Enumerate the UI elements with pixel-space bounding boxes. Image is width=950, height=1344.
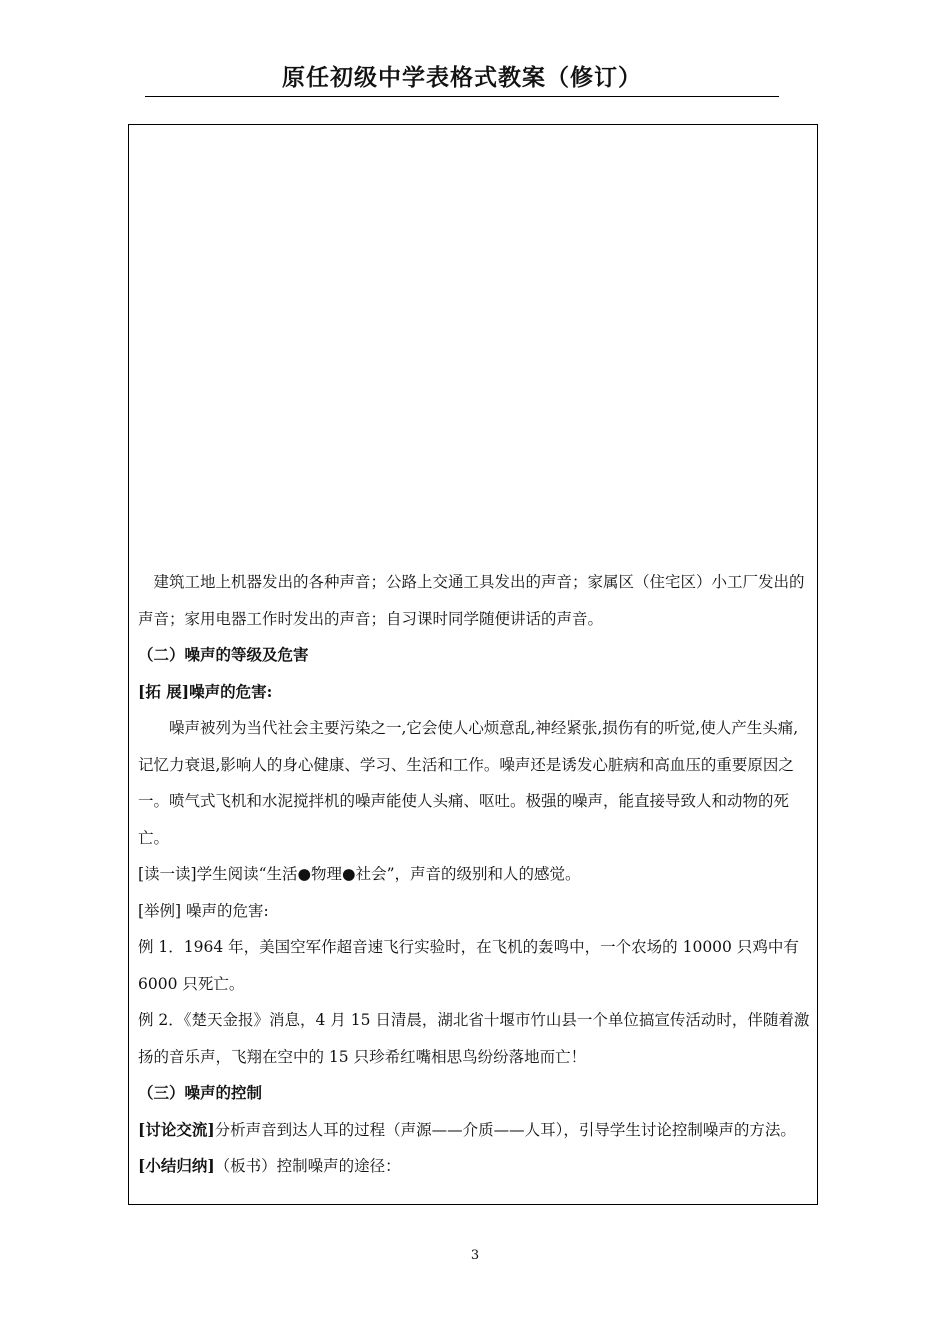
- summary-paragraph: [138, 1148, 810, 1185]
- page-title: 原任初级中学表格式教案（修订）: [282, 65, 642, 91]
- discussion-label: [讨论交流]: [138, 1119, 215, 1139]
- noise-harm-paragraph: 噪声被列为当代社会主要污染之一,它会使人心烦意乱,神经紧张,损伤有的听觉,使人产生头痛,记忆力衰退,影响人的身心健康、学习、生活和工作。噪声还是诱发心脏病和高血压的重要原因之一。喷气式飞机和水泥搅拌机的噪声能使人头痛、呕吐。极强的噪声，能直接导致人和动物的死亡。: [138, 719, 799, 847]
- noise-sources-paragraph: 建筑工地上机器发出的各种声音；公路上交通工具发出的声音；家属区（住宅区）小工厂发出的声音；家用电器工作时发出的声音；自习课时同学随便讲话的声音。: [138, 573, 805, 628]
- example-1-paragraph: 例 1．1964 年，美国空军作超音速飞行实验时，在飞机的轰鸣中，一个农场的 10000 只鸡中有 6000 只死亡。: [138, 938, 799, 993]
- summary-label: [小结归纳]: [138, 1156, 215, 1175]
- discussion-text: 分析声音到达人耳的过程（声源——介质——人耳），引导学生讨论控制噪声的方法。: [214, 1120, 796, 1139]
- summary-text: （板书）控制噪声的途径：: [214, 1157, 401, 1175]
- title-underline: [145, 96, 779, 97]
- example-2-paragraph: 例 2．《楚天金报》消息，4 月 15 日清晨，湖北省十堰市竹山县一个单位搞宣传活动时，伴随着激扬的音乐声，飞翔在空中的 15 只珍希红嘴相思鸟纷纷落地而亡！: [138, 1011, 810, 1066]
- page-number: 3: [470, 1248, 480, 1263]
- discussion-paragraph: [138, 1112, 810, 1149]
- expand-label: [拓 展]噪声的危害:: [138, 681, 273, 701]
- section-heading-noise-levels: （二）噪声的等级及危害: [138, 645, 309, 664]
- read-activity-paragraph: [读一读]学生阅读“生活●物理●社会”，声音的级别和人的感觉。: [138, 865, 581, 883]
- section-heading-noise-control: （三）噪声的控制: [138, 1083, 263, 1102]
- example-label: [举例] 噪声的危害:: [138, 901, 269, 920]
- lesson-content: [138, 564, 810, 1185]
